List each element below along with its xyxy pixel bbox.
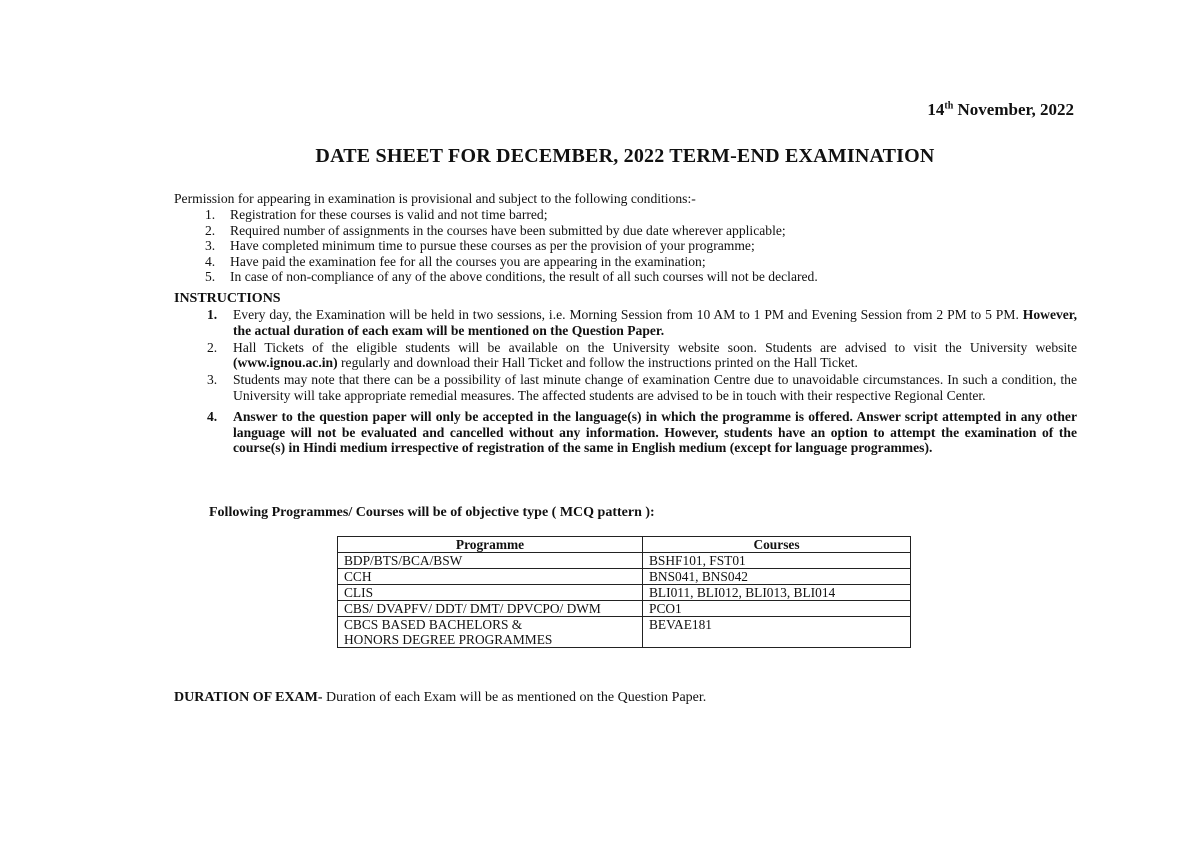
courses-cell: BNS041, BNS042 — [643, 569, 911, 585]
mcq-intro: Following Programmes/ Courses will be of objective type ( MCQ pattern ): — [209, 505, 655, 520]
table-row — [338, 585, 911, 601]
condition-item: 2. Required number of assignments in the courses have been submitted by due date wherever applicable; — [205, 222, 786, 238]
courses-cell: PCO1 — [643, 601, 911, 617]
duration-text: Duration of each Exam will be as mentioned on the Question Paper. — [322, 690, 707, 705]
table-row — [338, 601, 911, 617]
instructions-heading: INSTRUCTIONS — [174, 291, 281, 306]
table-row — [338, 569, 911, 585]
programme-cell: CBS/ DVAPFV/ DDT/ DMT/ DPVCPO/ DWM — [338, 601, 643, 617]
column-header-courses: Courses — [643, 537, 911, 553]
programme-cell: CBCS BASED BACHELORS & HONORS DEGREE PROGRAMMES — [338, 617, 643, 648]
condition-item: 5. In case of non-compliance of any of the above conditions, the result of all such courses will not be declared. — [205, 269, 818, 285]
programme-cell: BDP/BTS/BCA/BSW — [338, 553, 643, 569]
instruction-item: 4. Answer to the question paper will only be accepted in the language(s) in which the programme is offered. Answer script attempted in any other language will not be evaluated and cancelled without any information. However, students have an option to attempt the examination of the course(s) in Hindi medium irrespective of registration of the same in English medium (except for language programmes). — [207, 408, 1077, 456]
table-row — [338, 617, 911, 648]
column-header-programme: Programme — [338, 537, 643, 553]
document-date: 14th November, 2022 — [927, 100, 1074, 119]
duration-note — [174, 690, 706, 706]
programme-cell: CLIS — [338, 585, 643, 601]
university-website-link[interactable]: (www.ignou.ac.in) — [233, 355, 338, 371]
courses-cell: BSHF101, FST01 — [643, 553, 911, 569]
table-header-row — [338, 537, 911, 553]
conditions-list — [205, 207, 1025, 285]
page-title: DATE SHEET FOR DECEMBER, 2022 TERM-END EXAMINATION — [315, 145, 935, 167]
condition-item: 4. Have paid the examination fee for all the courses you are appearing in the examination; — [205, 253, 706, 269]
condition-item: 1. Registration for these courses is valid and not time barred; — [205, 207, 548, 222]
courses-cell: BEVAE181 — [643, 617, 911, 648]
courses-cell: BLI011, BLI012, BLI013, BLI014 — [643, 585, 911, 601]
instruction-item: 3. Students may note that there can be a possibility of last minute change of examination Centre due to unavoidable circumstances. In such a condition, the University will take appropriate remedial measures. The affected students are advised to be in touch with their respective Regional Center. — [207, 372, 1077, 403]
condition-item: 3. Have completed minimum time to pursue these courses as per the provision of your programme; — [205, 238, 755, 254]
table-row — [338, 553, 911, 569]
programme-cell: CCH — [338, 569, 643, 585]
instruction-item: 1. Every day, the Examination will be held in two sessions, i.e. Morning Session from 10 AM to 1 PM and Evening Session from 2 PM to 5 PM. However, the actual duration of each exam will be mentioned on the Question Paper. — [207, 307, 1077, 338]
instruction-item: 2. Hall Tickets of the eligible students will be available on the University website soon. Students are advised to visit the University website (www.ignou.ac.in) regularly and download their Hall Ticket and follow the instructions printed on the Hall Ticket. — [207, 339, 1077, 371]
instructions-list — [207, 307, 1077, 457]
mcq-table — [337, 536, 911, 648]
duration-label: DURATION OF EXAM- — [174, 690, 323, 705]
conditions-intro: Permission for appearing in examination is provisional and subject to the following conditions:- — [174, 191, 696, 206]
